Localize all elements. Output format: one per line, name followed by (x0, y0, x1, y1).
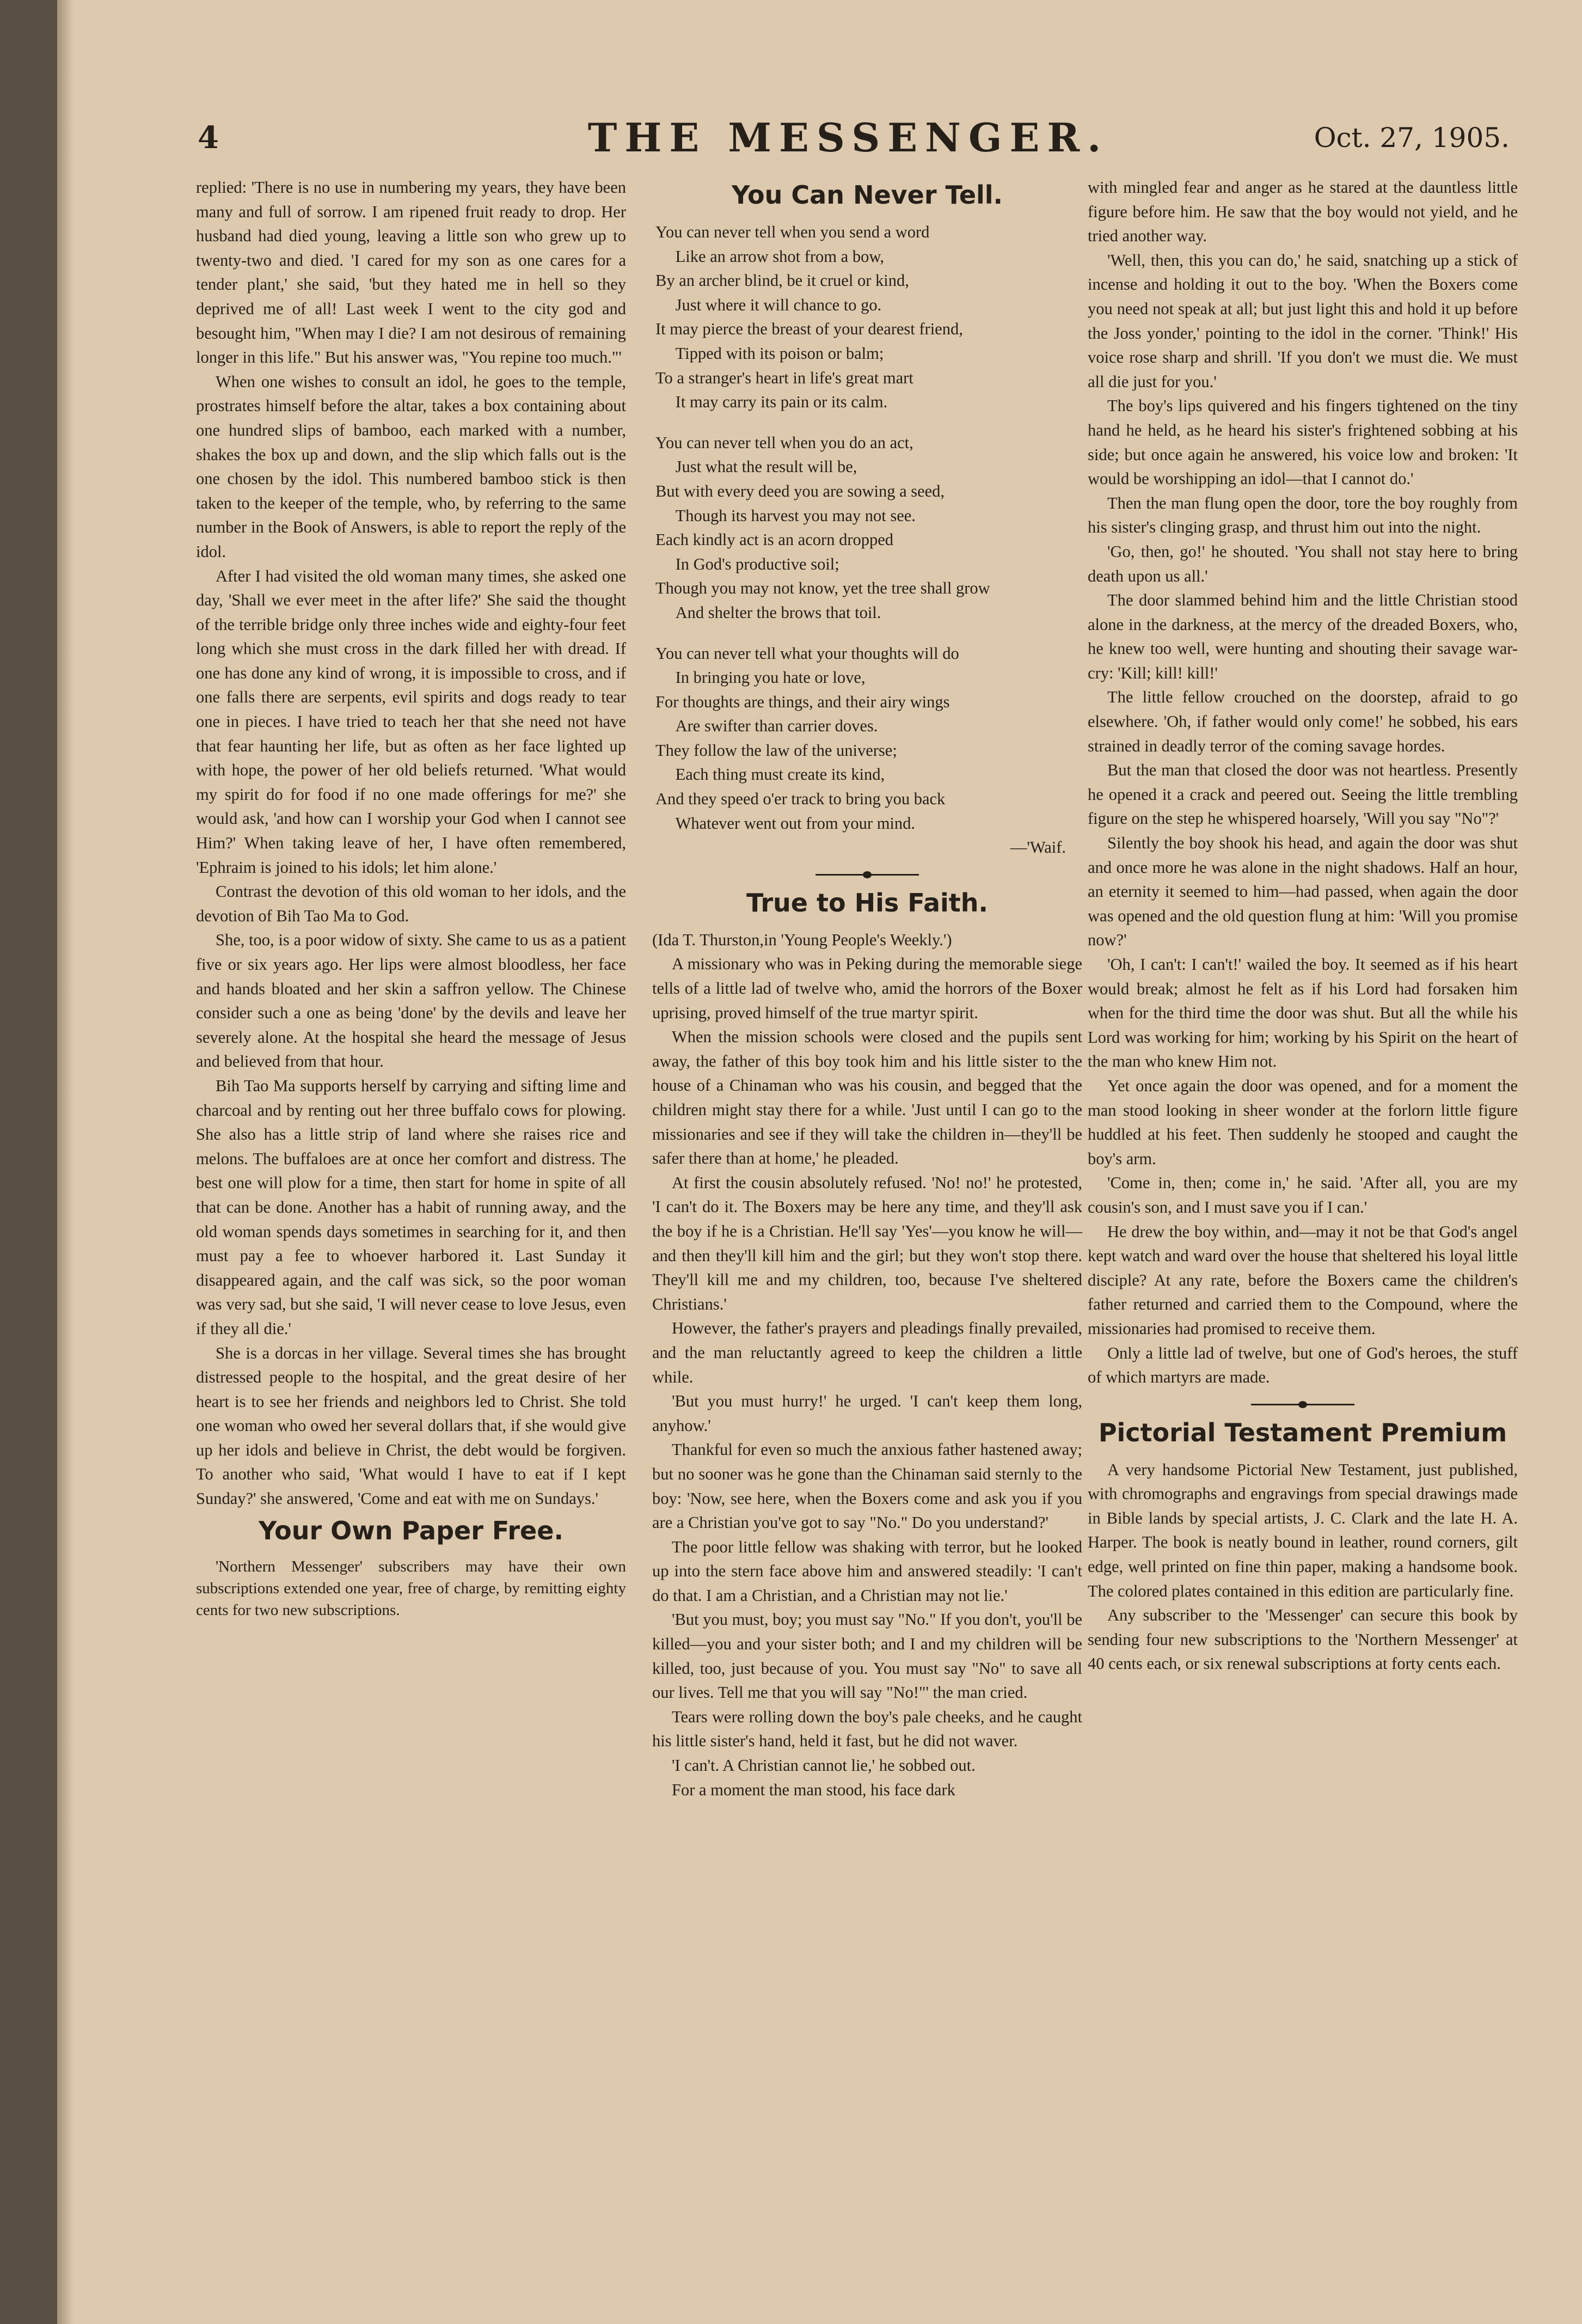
paragraph: A very handsome Pictorial New Testament, just published, with chromographs and engravings from special drawings made in Bible lands by special artists, J. C. Clark and the late H. A. Harper. The book is neatly bound in leather, round corners, gilt edge, well printed on fine thin paper, making a handsome book. The colored plates contained in this edition are particularly fine. (1088, 1460, 1518, 1600)
column-1 (196, 175, 626, 1621)
paragraph: Then the man flung open the door, tore the boy roughly from his sister's clinging grasp, and thrust him out into the night. (1088, 493, 1518, 537)
paragraph: Any subscriber to the 'Messenger' can secure this book by sending four new subscriptions to the 'Northern Messenger' at 40 cents each, or six renewal subscriptions at forty cents each. (1088, 1606, 1518, 1673)
paragraph: A missionary who was in Peking during the memorable siege tells of a little lad of twelve who, amid the horrors of the Boxer uprising, proved himself of the true martyr spirit. (652, 955, 1082, 1022)
paragraph: When one wishes to consult an idol, he goes to the temple, prostrates himself before the altar, takes a box containing about one hundred slips of bamboo, each marked with a number, shakes the box up and down, and the slip which falls out is the one chosen by the idol. This numbered bamboo stick is then taken to the keeper of the temple, who, by referring to the same number in the Book of Answers, is able to report the reply of the idol. (196, 372, 626, 561)
paragraph: The little fellow crouched on the doorstep, afraid to go elsewhere. 'Oh, if father would only come!' he sobbed, his ears strained in deadly terror of the coming savage hordes. (1088, 688, 1518, 755)
heading-you-can-never-tell: You Can Never Tell. (731, 180, 1003, 210)
paragraph: with mingled fear and anger as he stared at the dauntless little figure before him. He saw that the boy would not yield, and he tried another way. (1088, 178, 1518, 246)
paragraph: Yet once again the door was opened, and for a moment the man stood looking in sheer wonder at the forlorn little figure huddled at his feet. Then suddenly he stooped and caught the boy's arm. (1088, 1076, 1518, 1168)
newspaper-title: THE MESSENGER. (587, 114, 1109, 161)
paragraph: For a moment the man stood, his face dark (672, 1780, 955, 1799)
heading-your-own-paper-free: Your Own Paper Free. (259, 1515, 563, 1545)
paragraph: Silently the boy shook his head, and again the door was shut and once more he was alone in the night shadows. Half an hour, an eternity it seemed to him—had passed, when again the door was opened and the old question flung at him: 'Will you promise now?' (1088, 834, 1518, 950)
paragraph: 'Come in, then; come in,' he said. 'After all, you are my cousin's son, and I must save you if I can.' (1088, 1173, 1518, 1216)
poem-line: Though you may not know, yet the tree shall grow (655, 579, 990, 598)
newspaper-page (57, 0, 1582, 2324)
poem-line: In bringing you hate or love, (675, 668, 866, 687)
poem-line: You can never tell when you do an act, (655, 433, 913, 452)
poem-line: Tipped with its poison or balm; (675, 344, 884, 363)
paragraph: When the mission schools were closed and the pupils sent away, the father of this boy took him and his little sister to the house of a Chinaman who was his cousin, and begged that the children might stay there for a while. 'Just until I can go to the missionaries and see if they will take the children in—they'll be safer there than at home,' he pleaded. (652, 1028, 1082, 1168)
publication-date: Oct. 27, 1905. (1314, 122, 1510, 154)
paragraph: 'I can't. A Christian cannot lie,' he sobbed out. (672, 1756, 976, 1775)
paragraph: 'Northern Messenger' subscribers may have their own subscriptions extended one year, free of charge, by remitting eighty cents for two new subscriptions. (196, 1557, 626, 1619)
paragraph: After I had visited the old woman many times, she asked one day, 'Shall we ever meet in the after life?' She said the thought of the terrible bridge only three inches wide and eighty-four feet long which she must cross in the dark filled her with dread. If one has done any kind of wrong, it is impossible to cross, and if one falls there are serpents, evil spirits and dogs ready to tear one in pieces. I have tried to teach her that she need not have that fear haunting her life, but as often as her face lighted up with hope, the power of her old beliefs returned. 'What would my spirit do for food if no one made offerings for me?' she would ask, 'and how can I worship your God when I cannot see Him?' When taking leave of her, I have often remembered, 'Ephraim is joined to his idols; let him alone.' (196, 566, 626, 877)
paragraph: Only a little lad of twelve, but one of God's heroes, the stuff of which martyrs are made. (1088, 1343, 1518, 1387)
paragraph: Thankful for even so much the anxious father hastened away; but no sooner was he gone than the Chinaman said sternly to the boy: 'Now, see here, when the Boxers come and ask you if you are a Christian you've got to say "No." Do you understand?' (652, 1440, 1082, 1532)
byline: (Ida T. Thurston,in 'Young People's Weekly.') (652, 930, 952, 949)
poem-line: You can never tell when you send a word (655, 223, 930, 241)
paragraph: The boy's lips quivered and his fingers tightened on the tiny hand he held, as he heard his sister's frightened sobbing at his side; but once again he answered, his voice low and broken: 'It would be worshipping an idol—that I cannot do.' (1088, 396, 1518, 488)
column-3 (1088, 175, 1518, 1676)
poem-line: You can never tell what your thoughts will do (655, 644, 959, 663)
poem-line: For thoughts are things, and their airy wings (655, 692, 950, 711)
paragraph: He drew the boy within, and—may it not be that God's angel kept watch and ward over the house that sheltered his loyal little disciple? At any rate, before the Boxers came the children's father returned and carried them to the Compound, where the missionaries had promised to receive them. (1088, 1222, 1518, 1338)
paragraph: The poor little fellow was shaking with terror, but he looked up into the stern face above him and answered steadily: 'I can't do that. I am a Christian, and a Christian may not lie.' (652, 1537, 1082, 1605)
poem-line: Each thing must create its kind, (675, 765, 885, 784)
poem-line: Just where it will chance to go. (675, 295, 882, 314)
poem-line: Each kindly act is an acorn dropped (655, 530, 894, 549)
masthead (198, 114, 1510, 163)
poem-signature: —'Waif. (1010, 838, 1066, 857)
stanza-break (655, 625, 1082, 641)
poem-line: But with every deed you are sowing a seed, (655, 481, 945, 500)
poem-line: In God's productive soil; (675, 554, 839, 573)
poem-line: And shelter the brows that toil. (675, 603, 881, 622)
poem-line: By an archer blind, be it cruel or kind, (655, 271, 909, 290)
poem-line: And they speed o'er track to bring you back (655, 790, 946, 809)
column-2 (652, 175, 1082, 1802)
paragraph: 'Oh, I can't: I can't!' wailed the boy. It seemed as if his heart would break; almost he felt as if his Lord had forsaken him when for the third time the door was shut. But all the while his Lord was working for him; working by his Spirit on the heart of the man who knew Him not. (1088, 955, 1518, 1071)
paragraph: At first the cousin absolutely refused. 'No! no!' he protested, 'I can't do it. The Boxers may be here any time, and they'll ask the boy if he is a Christian. He'll say 'Yes'—you know he will—and then they'll kill him and the girl; but they won't stop there. They'll kill me and my children, too, because I've sheltered Christians.' (652, 1173, 1082, 1313)
paragraph: 'But you must hurry!' he urged. 'I can't keep them long, anyhow.' (652, 1392, 1082, 1435)
poem-line: Whatever went out from your mind. (675, 814, 916, 833)
poem-line: Like an arrow shot from a bow, (675, 247, 884, 266)
section-divider (815, 874, 919, 876)
paragraph: 'Well, then, this you can do,' he said, snatching up a stick of incense and holding it out to the boy. 'When the Boxers come you need not speak at all; but just light this and hold it up before the Joss yonder,' pointing to the idol in the corner. 'Think!' His voice rose sharp and shrill. 'If you don't we must die. We must all die just for you.' (1088, 250, 1518, 391)
paragraph: Bih Tao Ma supports herself by carrying and sifting lime and charcoal and by renting out her three buffalo cows for plowing. She also has a little strip of land where she raises rice and melons. The buffaloes are at once her comfort and distress. The best one will plow for a time, then start for home in spite of all that can be done. Another has a habit of running away, and the old woman spends days sometimes in searching for it, and then must pay a fee to whoever harbored it. Last Sunday it disappeared again, and the calf was sick, so the poor woman was very sad, but she said, 'I will never cease to love Jesus, even if they all die.' (196, 1076, 626, 1338)
paragraph: 'Go, then, go!' he shouted. 'You shall not stay here to bring death upon us all.' (1088, 542, 1518, 585)
poem (655, 220, 1082, 860)
paragraph: She is a dorcas in her village. Several times she has brought distressed people to the hospital, and the great desire of her heart is to see her friends and neighbors led to Christ. She told one woman who owed her several dollars that, if she would give up her idols and believe in Christ, the debt would be forgiven. To another who said, 'What would I have to eat if I kept Sunday?' she answered, 'Come and eat with me on Sundays.' (196, 1343, 626, 1508)
heading-pictorial-testament-premium: Pictorial Testament Premium (1098, 1417, 1507, 1447)
poem-line: Though its harvest you may not see. (675, 506, 916, 525)
poem-line: Are swifter than carrier doves. (675, 717, 878, 736)
poem-line: To a stranger's heart in life's great mart (655, 368, 913, 387)
paragraph: But the man that closed the door was not heartless. Presently he opened it a crack and peered out. Seeing the little trembling figure on the step he whispered hoarsely, 'Will you say "No"?' (1088, 761, 1518, 828)
page-number: 4 (198, 120, 219, 156)
heading-true-to-his-faith: True to His Faith. (746, 888, 988, 918)
paragraph: However, the father's prayers and pleadings finally prevailed, and the man reluctantly agreed to keep the children a little while. (652, 1319, 1082, 1386)
page-edge-shadow (57, 0, 73, 2324)
poem-line: It may carry its pain or its calm. (675, 393, 888, 412)
paragraph: The door slammed behind him and the little Christian stood alone in the darkness, at the mercy of the dreaded Boxers, who, he knew too well, were hunting and shouting their savage war-cry: 'Kill; kill! kill!' (1088, 591, 1518, 682)
paragraph: replied: 'There is no use in numbering my years, they have been many and full of sorrow. I am ripened fruit ready to drop. Her husband had died young, leaving a little son who grew up to twenty-two and died. 'I cared for my son as one cares for a tender plant,' she said, 'but they hated me in hell so they deprived me of all! Last week I went to the city god and besought him, "When may I die? I am not desirous of remaining longer in this life." But his answer was, "You repine too much."' (196, 178, 626, 367)
paragraph: Tears were rolling down the boy's pale cheeks, and he caught his little sister's hand, held it fast, but he did not waver. (652, 1707, 1082, 1751)
paragraph: Contrast the devotion of this old woman to her idols, and the devotion of Bih Tao Ma to God. (196, 882, 626, 925)
poem-line: It may pierce the breast of your dearest friend, (655, 320, 963, 339)
paragraph: She, too, is a poor widow of sixty. She came to us as a patient five or six years ago. Her lips were almost bloodless, her face and hands bloated and her skin a saffron yellow. The Chinese consider such a one as being 'done' by the devils and leave her severely alone. At the hospital she heard the message of Jesus and believed from that hour. (196, 931, 626, 1071)
section-divider (1251, 1404, 1354, 1405)
paragraph: 'But you must, boy; you must say "No." If you don't, you'll be killed—you and your sister both; and I and my children will be killed, too, just because of you. You must say "No" to save all our lives. Tell me that you will say "No!"' the man cried. (652, 1610, 1082, 1702)
stanza-break (655, 414, 1082, 431)
poem-line: Just what the result will be, (675, 457, 857, 476)
poem-line: They follow the law of the universe; (655, 741, 897, 760)
